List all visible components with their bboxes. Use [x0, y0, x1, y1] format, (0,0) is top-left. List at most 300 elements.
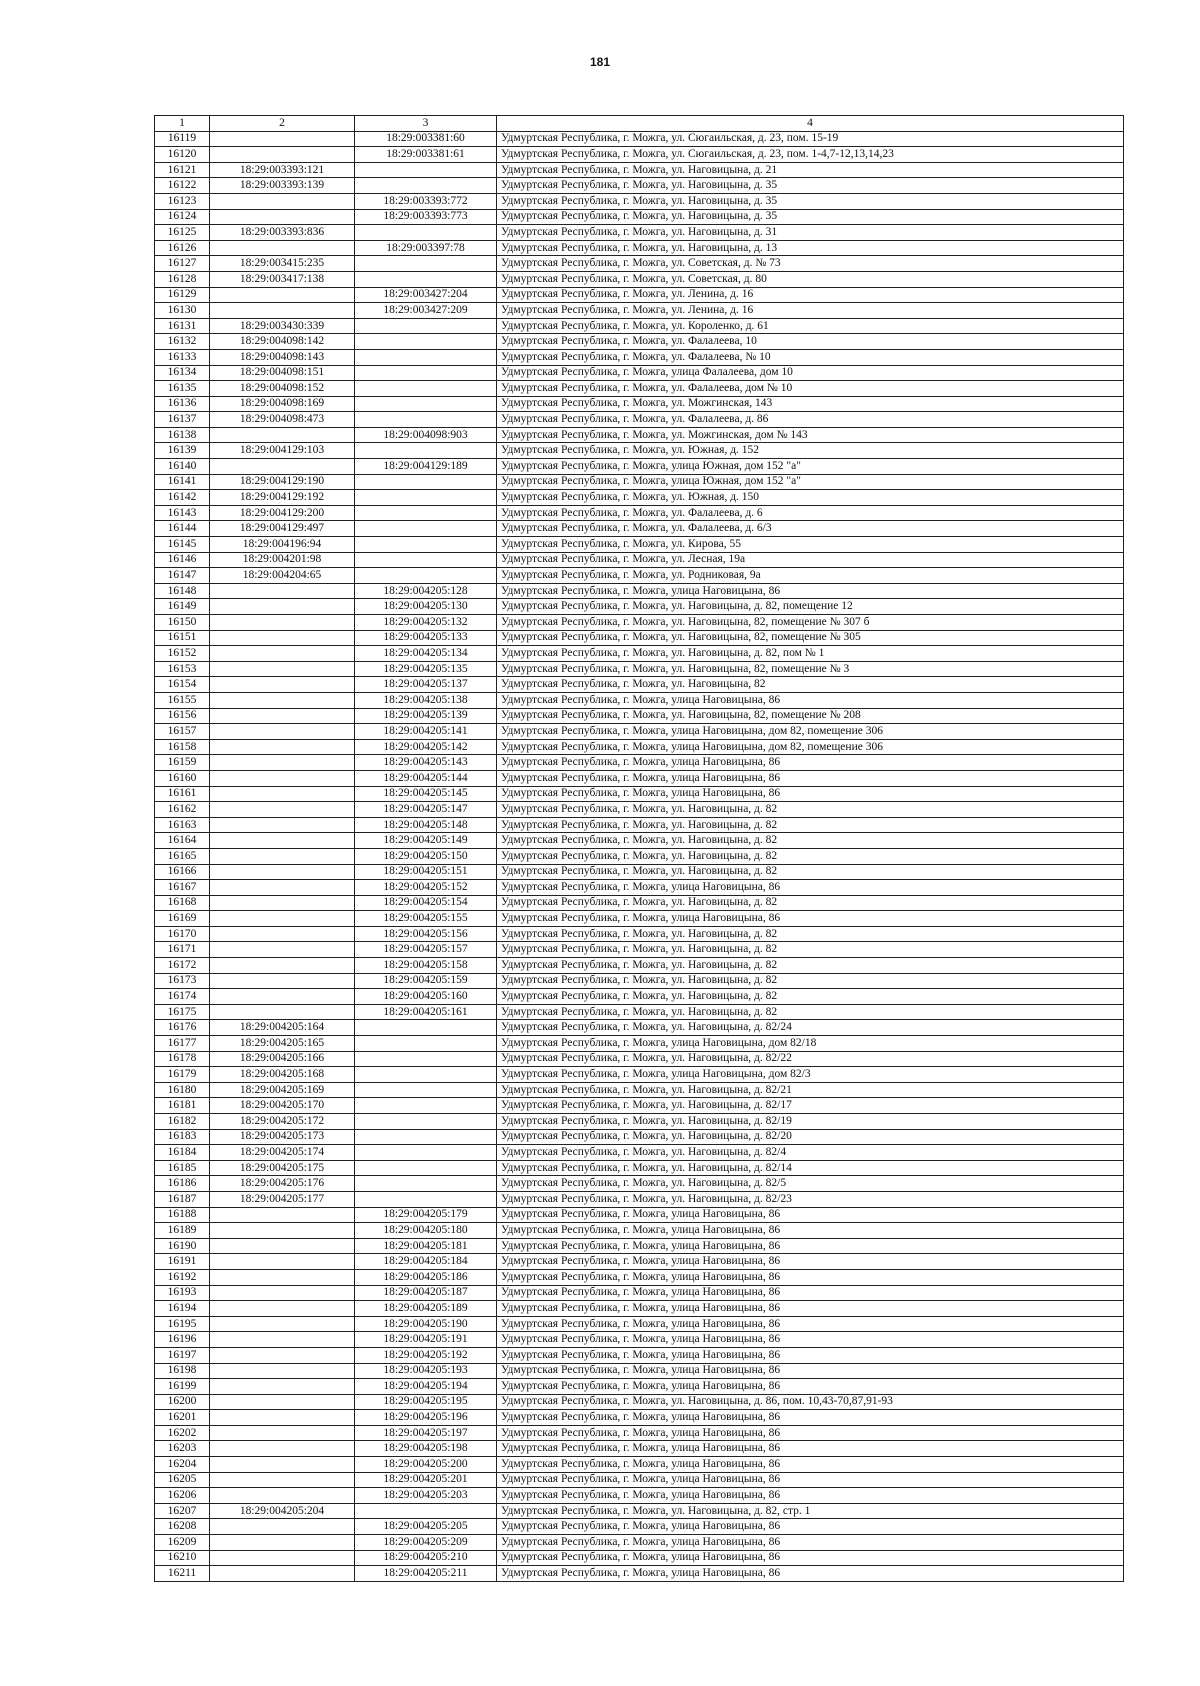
address-cell: Удмуртская Республика, г. Можга, ул. Родниковая, 9а	[497, 568, 1124, 584]
address-cell: Удмуртская Республика, г. Можга, улица Наговицына, 86	[497, 1269, 1124, 1285]
row-number-cell: 16134	[155, 365, 210, 381]
address-cell: Удмуртская Республика, г. Можга, улица Наговицына, дом 82, помещение 306	[497, 724, 1124, 740]
address-cell: Удмуртская Республика, г. Можга, ул. Южная, д. 152	[497, 443, 1124, 459]
row-number-cell: 16154	[155, 677, 210, 693]
address-cell: Удмуртская Республика, г. Можга, ул. Наговицына, д. 82	[497, 895, 1124, 911]
address-cell: Удмуртская Республика, г. Можга, ул. Фалалеева, д. 86	[497, 412, 1124, 428]
cadastral-number-col2-cell	[210, 1488, 355, 1504]
address-cell: Удмуртская Республика, г. Можга, ул. Наговицына, д. 82/20	[497, 1129, 1124, 1145]
cadastral-number-col2-cell: 18:29:004205:177	[210, 1191, 355, 1207]
address-cell: Удмуртская Республика, г. Можга, ул. Можгинская, 143	[497, 396, 1124, 412]
cadastral-number-col2-cell: 18:29:003393:121	[210, 162, 355, 178]
table-row	[155, 1379, 1124, 1395]
table-row	[155, 162, 1124, 178]
row-number-cell: 16191	[155, 1254, 210, 1270]
cadastral-number-col2-cell	[210, 708, 355, 724]
registry-table	[154, 115, 1124, 1582]
table-row	[155, 615, 1124, 631]
table-row	[155, 412, 1124, 428]
address-cell: Удмуртская Республика, г. Можга, ул. Наговицына, д. 35	[497, 209, 1124, 225]
row-number-cell: 16211	[155, 1566, 210, 1582]
row-number-cell: 16155	[155, 692, 210, 708]
cadastral-number-col2-cell: 18:29:004129:497	[210, 521, 355, 537]
cadastral-number-col3-cell: 18:29:004205:191	[355, 1332, 497, 1348]
cadastral-number-col2-cell	[210, 193, 355, 209]
table-row	[155, 396, 1124, 412]
row-number-cell: 16184	[155, 1145, 210, 1161]
cadastral-number-col3-cell	[355, 271, 497, 287]
row-number-cell: 16186	[155, 1176, 210, 1192]
table-row	[155, 1503, 1124, 1519]
table-row	[155, 1316, 1124, 1332]
cadastral-number-col2-cell	[210, 1410, 355, 1426]
cadastral-number-col2-cell	[210, 958, 355, 974]
cadastral-number-col2-cell: 18:29:003430:339	[210, 318, 355, 334]
cadastral-number-col2-cell	[210, 911, 355, 927]
cadastral-number-col2-cell	[210, 895, 355, 911]
cadastral-number-col3-cell	[355, 334, 497, 350]
cadastral-number-col2-cell	[210, 770, 355, 786]
row-number-cell: 16139	[155, 443, 210, 459]
address-cell: Удмуртская Республика, г. Можга, ул. Наговицына, д. 82	[497, 848, 1124, 864]
cadastral-number-col3-cell: 18:29:004205:184	[355, 1254, 497, 1270]
row-number-cell: 16163	[155, 817, 210, 833]
cadastral-number-col2-cell	[210, 1269, 355, 1285]
cadastral-number-col3-cell: 18:29:004129:189	[355, 459, 497, 475]
column-header-2: 2	[210, 116, 355, 132]
cadastral-number-col3-cell: 18:29:003427:204	[355, 287, 497, 303]
table-row	[155, 1410, 1124, 1426]
table-header	[155, 116, 1124, 132]
row-number-cell: 16178	[155, 1051, 210, 1067]
row-number-cell: 16205	[155, 1472, 210, 1488]
address-cell: Удмуртская Республика, г. Можга, ул. Наговицына, 82, помещение № 208	[497, 708, 1124, 724]
row-number-cell: 16138	[155, 427, 210, 443]
row-number-cell: 16170	[155, 926, 210, 942]
table-row	[155, 1004, 1124, 1020]
cadastral-number-col2-cell	[210, 1238, 355, 1254]
cadastral-number-col3-cell: 18:29:003393:773	[355, 209, 497, 225]
table-row	[155, 1535, 1124, 1551]
cadastral-number-col2-cell	[210, 677, 355, 693]
cadastral-number-col3-cell: 18:29:004205:194	[355, 1379, 497, 1395]
row-number-cell: 16152	[155, 646, 210, 662]
table-row	[155, 1223, 1124, 1239]
table-row	[155, 708, 1124, 724]
table-row	[155, 1425, 1124, 1441]
cadastral-number-col2-cell	[210, 1363, 355, 1379]
cadastral-number-col3-cell: 18:29:004205:139	[355, 708, 497, 724]
cadastral-number-col2-cell	[210, 1285, 355, 1301]
cadastral-number-col2-cell	[210, 1316, 355, 1332]
cadastral-number-col2-cell	[210, 802, 355, 818]
row-number-cell: 16147	[155, 568, 210, 584]
address-cell: Удмуртская Республика, г. Можга, ул. Наговицына, д. 82/5	[497, 1176, 1124, 1192]
cadastral-number-col2-cell: 18:29:004129:190	[210, 474, 355, 490]
address-cell: Удмуртская Республика, г. Можга, ул. Наговицына, д. 82	[497, 802, 1124, 818]
cadastral-number-col2-cell	[210, 1472, 355, 1488]
table-row	[155, 958, 1124, 974]
address-cell: Удмуртская Республика, г. Можга, ул. Наговицына, д. 82	[497, 817, 1124, 833]
address-cell: Удмуртская Республика, г. Можга, улица Наговицына, 86	[497, 1488, 1124, 1504]
table-row	[155, 1285, 1124, 1301]
cadastral-number-col3-cell	[355, 225, 497, 241]
cadastral-number-col3-cell: 18:29:004098:903	[355, 427, 497, 443]
row-number-cell: 16182	[155, 1114, 210, 1130]
row-number-cell: 16210	[155, 1550, 210, 1566]
table-row	[155, 178, 1124, 194]
address-cell: Удмуртская Республика, г. Можга, улица Наговицына, 86	[497, 1223, 1124, 1239]
cadastral-number-col3-cell	[355, 552, 497, 568]
cadastral-number-col2-cell: 18:29:004204:65	[210, 568, 355, 584]
address-cell: Удмуртская Республика, г. Можга, ул. Фалалеева, № 10	[497, 349, 1124, 365]
address-cell: Удмуртская Республика, г. Можга, улица Наговицына, 86	[497, 692, 1124, 708]
cadastral-number-col3-cell: 18:29:004205:192	[355, 1347, 497, 1363]
cadastral-number-col2-cell: 18:29:004205:174	[210, 1145, 355, 1161]
table-row	[155, 1269, 1124, 1285]
address-cell: Удмуртская Республика, г. Можга, ул. Фалалеева, дом № 10	[497, 381, 1124, 397]
cadastral-number-col2-cell	[210, 615, 355, 631]
address-cell: Удмуртская Республика, г. Можга, ул. Наговицына, 82, помещение № 3	[497, 661, 1124, 677]
row-number-cell: 16166	[155, 864, 210, 880]
cadastral-number-col3-cell: 18:29:004205:156	[355, 926, 497, 942]
cadastral-number-col2-cell	[210, 1254, 355, 1270]
table-row	[155, 583, 1124, 599]
row-number-cell: 16157	[155, 724, 210, 740]
address-cell: Удмуртская Республика, г. Можга, улица Наговицына, 86	[497, 880, 1124, 896]
cadastral-number-col3-cell: 18:29:004205:134	[355, 646, 497, 662]
row-number-cell: 16149	[155, 599, 210, 615]
cadastral-number-col3-cell: 18:29:004205:159	[355, 973, 497, 989]
row-number-cell: 16144	[155, 521, 210, 537]
cadastral-number-col3-cell	[355, 256, 497, 272]
table-row	[155, 193, 1124, 209]
cadastral-number-col2-cell: 18:29:004129:192	[210, 490, 355, 506]
cadastral-number-col2-cell	[210, 1347, 355, 1363]
address-cell: Удмуртская Республика, г. Можга, улица Наговицына, 86	[497, 1285, 1124, 1301]
cadastral-number-col2-cell	[210, 630, 355, 646]
row-number-cell: 16136	[155, 396, 210, 412]
cadastral-number-col3-cell	[355, 365, 497, 381]
table-row	[155, 1176, 1124, 1192]
address-cell: Удмуртская Республика, г. Можга, ул. Фалалеева, д. 6/3	[497, 521, 1124, 537]
row-number-cell: 16169	[155, 911, 210, 927]
table-row	[155, 1020, 1124, 1036]
cadastral-number-col3-cell	[355, 178, 497, 194]
table-row	[155, 1566, 1124, 1582]
cadastral-number-col2-cell: 18:29:003417:138	[210, 271, 355, 287]
cadastral-number-col2-cell	[210, 209, 355, 225]
address-cell: Удмуртская Республика, г. Можга, улица Наговицына, 86	[497, 1519, 1124, 1535]
row-number-cell: 16123	[155, 193, 210, 209]
cadastral-number-col3-cell	[355, 1191, 497, 1207]
table-row	[155, 1036, 1124, 1052]
row-number-cell: 16167	[155, 880, 210, 896]
address-cell: Удмуртская Республика, г. Можга, ул. Можгинская, дом № 143	[497, 427, 1124, 443]
address-cell: Удмуртская Республика, г. Можга, ул. Советская, д. № 73	[497, 256, 1124, 272]
cadastral-number-col2-cell	[210, 755, 355, 771]
address-cell: Удмуртская Республика, г. Можга, улица Наговицына, 86	[497, 1457, 1124, 1473]
table-row	[155, 568, 1124, 584]
address-cell: Удмуртская Республика, г. Можга, ул. Наговицына, д. 82	[497, 942, 1124, 958]
cadastral-number-col3-cell	[355, 1036, 497, 1052]
cadastral-number-col3-cell: 18:29:004205:149	[355, 833, 497, 849]
row-number-cell: 16173	[155, 973, 210, 989]
table-row	[155, 739, 1124, 755]
table-row	[155, 1129, 1124, 1145]
address-cell: Удмуртская Республика, г. Можга, ул. Наговицына, д. 82	[497, 1004, 1124, 1020]
cadastral-number-col3-cell	[355, 1129, 497, 1145]
table-row	[155, 1472, 1124, 1488]
address-cell: Удмуртская Республика, г. Можга, улица Наговицына, 86	[497, 1410, 1124, 1426]
row-number-cell: 16192	[155, 1269, 210, 1285]
address-cell: Удмуртская Республика, г. Можга, ул. Короленко, д. 61	[497, 318, 1124, 334]
table-row	[155, 1441, 1124, 1457]
cadastral-number-col3-cell: 18:29:004205:144	[355, 770, 497, 786]
cadastral-number-col2-cell: 18:29:004098:142	[210, 334, 355, 350]
address-cell: Удмуртская Республика, г. Можга, ул. Наговицына, д. 82	[497, 864, 1124, 880]
address-cell: Удмуртская Республика, г. Можга, улица Наговицына, 86	[497, 1379, 1124, 1395]
row-number-cell: 16181	[155, 1098, 210, 1114]
cadastral-number-col2-cell: 18:29:003415:235	[210, 256, 355, 272]
table-row	[155, 786, 1124, 802]
address-cell: Удмуртская Республика, г. Можга, улица Наговицына, дом 82/18	[497, 1036, 1124, 1052]
cadastral-number-col3-cell: 18:29:004205:179	[355, 1207, 497, 1223]
row-number-cell: 16132	[155, 334, 210, 350]
row-number-cell: 16200	[155, 1394, 210, 1410]
cadastral-number-col2-cell	[210, 973, 355, 989]
table-row	[155, 271, 1124, 287]
table-row	[155, 537, 1124, 553]
address-cell: Удмуртская Республика, г. Можга, улица Наговицына, дом 82/3	[497, 1067, 1124, 1083]
cadastral-number-col3-cell: 18:29:004205:186	[355, 1269, 497, 1285]
row-number-cell: 16174	[155, 989, 210, 1005]
cadastral-number-col2-cell	[210, 833, 355, 849]
row-number-cell: 16124	[155, 209, 210, 225]
table-row	[155, 802, 1124, 818]
cadastral-number-col3-cell: 18:29:004205:135	[355, 661, 497, 677]
row-number-cell: 16207	[155, 1503, 210, 1519]
address-cell: Удмуртская Республика, г. Можга, улица Фалалеева, дом 10	[497, 365, 1124, 381]
address-cell: Удмуртская Республика, г. Можга, ул. Наговицына, д. 35	[497, 178, 1124, 194]
cadastral-number-col2-cell	[210, 942, 355, 958]
cadastral-number-col3-cell: 18:29:004205:143	[355, 755, 497, 771]
row-number-cell: 16202	[155, 1425, 210, 1441]
cadastral-number-col3-cell: 18:29:004205:161	[355, 1004, 497, 1020]
cadastral-number-col3-cell: 18:29:004205:151	[355, 864, 497, 880]
address-cell: Удмуртская Республика, г. Можга, ул. Кирова, 55	[497, 537, 1124, 553]
table-row	[155, 911, 1124, 927]
table-row	[155, 661, 1124, 677]
address-cell: Удмуртская Республика, г. Можга, улица Наговицына, 86	[497, 1550, 1124, 1566]
cadastral-number-col2-cell: 18:29:004205:168	[210, 1067, 355, 1083]
address-cell: Удмуртская Республика, г. Можга, ул. Наговицына, д. 82	[497, 989, 1124, 1005]
row-number-cell: 16183	[155, 1129, 210, 1145]
row-number-cell: 16177	[155, 1036, 210, 1052]
row-number-cell: 16128	[155, 271, 210, 287]
cadastral-number-col3-cell	[355, 443, 497, 459]
address-cell: Удмуртская Республика, г. Можга, улица Наговицына, 86	[497, 1316, 1124, 1332]
cadastral-number-col2-cell: 18:29:003393:836	[210, 225, 355, 241]
cadastral-number-col2-cell	[210, 147, 355, 163]
table-row	[155, 427, 1124, 443]
address-cell: Удмуртская Республика, г. Можга, улица Наговицына, 86	[497, 755, 1124, 771]
address-cell: Удмуртская Республика, г. Можга, улица Наговицына, 86	[497, 1347, 1124, 1363]
table-row	[155, 349, 1124, 365]
table-row	[155, 692, 1124, 708]
address-cell: Удмуртская Республика, г. Можга, ул. Фалалеева, 10	[497, 334, 1124, 350]
row-number-cell: 16208	[155, 1519, 210, 1535]
row-number-cell: 16146	[155, 552, 210, 568]
table-row	[155, 677, 1124, 693]
column-header-1: 1	[155, 116, 210, 132]
cadastral-number-col3-cell	[355, 1503, 497, 1519]
row-number-cell: 16188	[155, 1207, 210, 1223]
cadastral-number-col3-cell: 18:29:004205:157	[355, 942, 497, 958]
row-number-cell: 16171	[155, 942, 210, 958]
address-cell: Удмуртская Республика, г. Можга, ул. Наговицына, д. 82	[497, 973, 1124, 989]
cadastral-number-col3-cell	[355, 490, 497, 506]
table-row	[155, 131, 1124, 147]
address-cell: Удмуртская Республика, г. Можга, улица Южная, дом 152 "а"	[497, 474, 1124, 490]
table-body	[155, 131, 1124, 1581]
table-row	[155, 973, 1124, 989]
address-cell: Удмуртская Республика, г. Можга, улица Наговицына, 86	[497, 1472, 1124, 1488]
cadastral-number-col3-cell	[355, 1160, 497, 1176]
table-row	[155, 1488, 1124, 1504]
cadastral-number-col2-cell	[210, 786, 355, 802]
table-row	[155, 1051, 1124, 1067]
address-cell: Удмуртская Республика, г. Можга, ул. Наговицына, д. 82, пом № 1	[497, 646, 1124, 662]
cadastral-number-col3-cell	[355, 1051, 497, 1067]
table-row	[155, 318, 1124, 334]
cadastral-number-col2-cell: 18:29:004205:169	[210, 1082, 355, 1098]
table-row	[155, 1082, 1124, 1098]
address-cell: Удмуртская Республика, г. Можга, улица Наговицына, 86	[497, 1566, 1124, 1582]
cadastral-number-col3-cell	[355, 162, 497, 178]
row-number-cell: 16204	[155, 1457, 210, 1473]
cadastral-number-col2-cell: 18:29:004205:173	[210, 1129, 355, 1145]
row-number-cell: 16145	[155, 537, 210, 553]
table-row	[155, 864, 1124, 880]
cadastral-number-col2-cell: 18:29:004205:164	[210, 1020, 355, 1036]
address-cell: Удмуртская Республика, г. Можга, ул. Наговицына, д. 82/4	[497, 1145, 1124, 1161]
row-number-cell: 16165	[155, 848, 210, 864]
address-cell: Удмуртская Республика, г. Можга, ул. Наговицына, 82, помещение № 307 б	[497, 615, 1124, 631]
table-row	[155, 1238, 1124, 1254]
cadastral-number-col3-cell	[355, 396, 497, 412]
cadastral-number-col3-cell	[355, 1098, 497, 1114]
table-row	[155, 381, 1124, 397]
row-number-cell: 16148	[155, 583, 210, 599]
cadastral-number-col3-cell	[355, 1067, 497, 1083]
table-row	[155, 240, 1124, 256]
address-cell: Удмуртская Республика, г. Можга, ул. Советская, д. 80	[497, 271, 1124, 287]
table-row	[155, 443, 1124, 459]
cadastral-number-col2-cell	[210, 1550, 355, 1566]
address-cell: Удмуртская Республика, г. Можга, ул. Наговицына, д. 82, помещение 12	[497, 599, 1124, 615]
column-header-3: 3	[355, 116, 497, 132]
row-number-cell: 16151	[155, 630, 210, 646]
cadastral-number-col3-cell: 18:29:004205:158	[355, 958, 497, 974]
page-number: 181	[589, 55, 611, 69]
cadastral-number-col2-cell	[210, 459, 355, 475]
cadastral-number-col2-cell: 18:29:004205:166	[210, 1051, 355, 1067]
cadastral-number-col3-cell: 18:29:004205:155	[355, 911, 497, 927]
table-row	[155, 880, 1124, 896]
table-row	[155, 365, 1124, 381]
table-row	[155, 256, 1124, 272]
address-cell: Удмуртская Республика, г. Можга, ул. Наговицына, д. 21	[497, 162, 1124, 178]
address-cell: Удмуртская Республика, г. Можга, ул. Наговицына, д. 82/19	[497, 1114, 1124, 1130]
cadastral-number-col3-cell: 18:29:004205:189	[355, 1301, 497, 1317]
cadastral-number-col3-cell	[355, 474, 497, 490]
cadastral-number-col3-cell	[355, 349, 497, 365]
row-number-cell: 16153	[155, 661, 210, 677]
cadastral-number-col2-cell	[210, 661, 355, 677]
address-cell: Удмуртская Республика, г. Можга, ул. Ленина, д. 16	[497, 287, 1124, 303]
row-number-cell: 16143	[155, 505, 210, 521]
table-row	[155, 1067, 1124, 1083]
address-cell: Удмуртская Республика, г. Можга, ул. Наговицына, д. 82/21	[497, 1082, 1124, 1098]
address-cell: Удмуртская Республика, г. Можга, улица Наговицына, 86	[497, 583, 1124, 599]
table-row	[155, 895, 1124, 911]
address-cell: Удмуртская Республика, г. Можга, ул. Наговицына, д. 82/23	[497, 1191, 1124, 1207]
address-cell: Удмуртская Республика, г. Можга, улица Наговицына, 86	[497, 1332, 1124, 1348]
cadastral-number-col3-cell	[355, 521, 497, 537]
table-row	[155, 989, 1124, 1005]
cadastral-number-col2-cell	[210, 1207, 355, 1223]
address-cell: Удмуртская Республика, г. Можга, ул. Сюгаильская, д. 23, пом. 15-19	[497, 131, 1124, 147]
table-row	[155, 1347, 1124, 1363]
table-row	[155, 646, 1124, 662]
address-cell: Удмуртская Республика, г. Можга, улица Наговицына, 86	[497, 1441, 1124, 1457]
cadastral-number-col3-cell: 18:29:004205:132	[355, 615, 497, 631]
address-cell: Удмуртская Республика, г. Можга, ул. Сюгаильская, д. 23, пом. 1-4,7-12,13,14,23	[497, 147, 1124, 163]
row-number-cell: 16194	[155, 1301, 210, 1317]
row-number-cell: 16185	[155, 1160, 210, 1176]
address-cell: Удмуртская Республика, г. Можга, ул. Наговицына, д. 82, стр. 1	[497, 1503, 1124, 1519]
row-number-cell: 16190	[155, 1238, 210, 1254]
address-cell: Удмуртская Республика, г. Можга, улица Наговицына, дом 82, помещение 306	[497, 739, 1124, 755]
table-row	[155, 209, 1124, 225]
row-number-cell: 16125	[155, 225, 210, 241]
address-cell: Удмуртская Республика, г. Можга, улица Наговицына, 86	[497, 1254, 1124, 1270]
cadastral-number-col3-cell: 18:29:004205:137	[355, 677, 497, 693]
cadastral-number-col2-cell: 18:29:004098:169	[210, 396, 355, 412]
cadastral-number-col3-cell: 18:29:004205:210	[355, 1550, 497, 1566]
cadastral-number-col2-cell: 18:29:004098:143	[210, 349, 355, 365]
address-cell: Удмуртская Республика, г. Можга, ул. Наговицына, д. 82	[497, 926, 1124, 942]
row-number-cell: 16193	[155, 1285, 210, 1301]
cadastral-number-col3-cell	[355, 505, 497, 521]
table-row	[155, 770, 1124, 786]
row-number-cell: 16162	[155, 802, 210, 818]
table-row	[155, 1550, 1124, 1566]
table-row	[155, 505, 1124, 521]
cadastral-number-col3-cell	[355, 568, 497, 584]
cadastral-number-col3-cell: 18:29:004205:187	[355, 1285, 497, 1301]
table-row	[155, 1519, 1124, 1535]
row-number-cell: 16141	[155, 474, 210, 490]
cadastral-number-col3-cell: 18:29:004205:141	[355, 724, 497, 740]
row-number-cell: 16158	[155, 739, 210, 755]
cadastral-number-col3-cell: 18:29:004205:211	[355, 1566, 497, 1582]
cadastral-number-col2-cell	[210, 646, 355, 662]
cadastral-number-col2-cell: 18:29:004098:152	[210, 381, 355, 397]
cadastral-number-col3-cell: 18:29:004205:142	[355, 739, 497, 755]
address-cell: Удмуртская Республика, г. Можга, ул. Южная, д. 150	[497, 490, 1124, 506]
